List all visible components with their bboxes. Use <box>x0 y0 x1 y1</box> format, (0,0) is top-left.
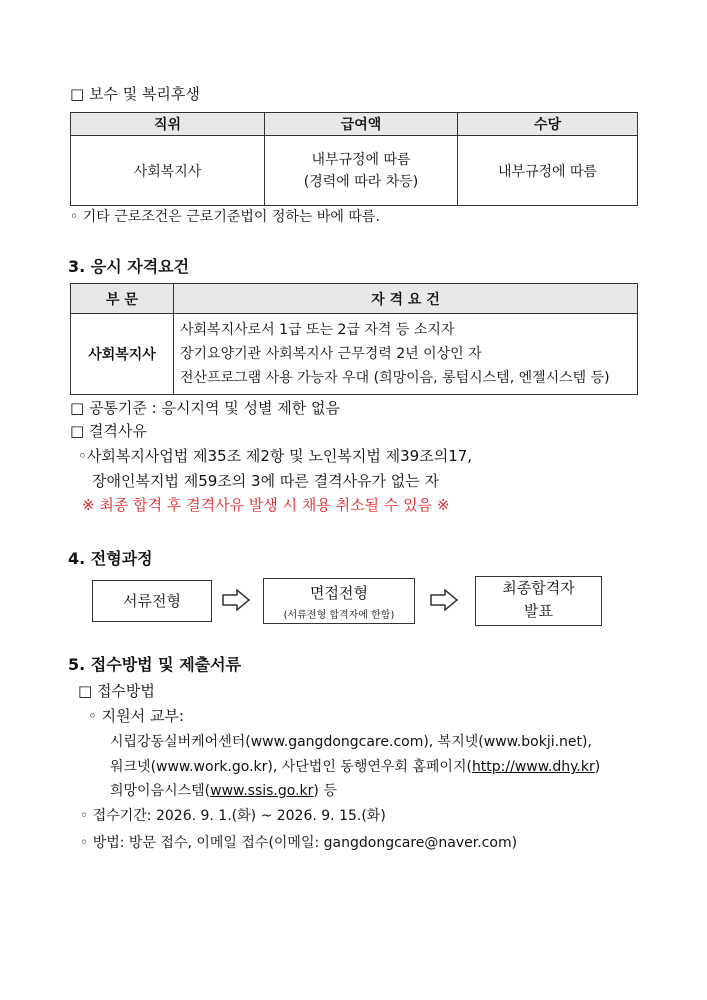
arrow-right-icon <box>222 589 250 611</box>
notice-label: ◦ 지원서 교부: <box>88 707 184 725</box>
ssis-link[interactable]: www.ssis.go.kr <box>210 783 314 799</box>
pay-heading: □ 보수 및 복리후생 <box>70 85 200 103</box>
submission-title: 5. 접수방법 및 제출서류 <box>68 655 242 674</box>
step-document-screening: 서류전형 <box>92 580 212 622</box>
pay-note: ◦ 기타 근로조건은 근로기준법이 정하는 바에 따름. <box>70 209 380 225</box>
step-final-announcement <box>475 576 602 626</box>
salary-line2: (경력에 따라 차등) <box>303 173 419 190</box>
step-final-line2: 발표 <box>524 602 553 620</box>
step-final-line1: 최종합격자 <box>502 579 575 597</box>
pay-header-allowance: 수당 <box>458 113 638 136</box>
requirement-2: 장기요양기관 사회복지사 근무경력 2년 이상인 자 <box>180 346 482 362</box>
qual-division: 사회복지사 <box>71 314 174 395</box>
notice-line2-text: 워크넷(www.work.go.kr), 사단법인 동행연우회 홈페이지( <box>110 759 472 775</box>
arrow-right-icon <box>430 589 458 611</box>
submission-method: ◦ 방법: 방문 접수, 이메일 접수(이메일: gangdongcare@naver.com) <box>80 835 518 851</box>
requirement-1: 사회복지사로서 1급 또는 2급 자격 등 소지자 <box>180 322 455 338</box>
qual-requirements <box>174 314 638 395</box>
notice-line3 <box>110 780 337 800</box>
disqualification-line2: 장애인복지법 제59조의 3에 따른 결격사유가 없는 자 <box>92 472 440 490</box>
notice-line3-end: ) 등 <box>313 783 337 799</box>
notice-line2 <box>110 756 600 776</box>
process-title: 4. 전형과정 <box>68 549 153 568</box>
method-heading: □ 접수방법 <box>78 682 155 700</box>
notice-line1: 시립강동실버케어센터(www.gangdongcare.com), 복지넷(www.bokji.net), <box>110 734 592 750</box>
step-interview <box>263 578 415 624</box>
qual-header-division: 부 문 <box>71 284 174 314</box>
pay-header-position: 직위 <box>71 113 265 136</box>
dhy-link[interactable]: http://www.dhy.kr <box>471 759 595 775</box>
pay-cell-salary <box>265 136 458 206</box>
disqualification-line1: ◦사회복지사업법 제35조 제2항 및 노인복지법 제39조의17, <box>78 447 473 465</box>
submission-period: ◦ 접수기간: 2026. 9. 1.(화) ~ 2026. 9. 15.(화) <box>80 808 386 824</box>
qualification-title: 3. 응시 자격요건 <box>68 257 190 276</box>
pay-cell-position: 사회복지사 <box>71 136 265 206</box>
qualification-table <box>70 283 638 395</box>
salary-line1: 내부규정에 따름 <box>311 151 411 168</box>
step-interview-label: 면접전형 <box>310 584 368 602</box>
requirement-3: 전산프로그램 사용 가능자 우대 (희망이음, 롱텀시스템, 엔젤시스템 등) <box>180 370 610 386</box>
disqualification-warning: ※ 최종 합격 후 결격사유 발생 시 채용 취소될 수 있음 ※ <box>82 496 450 514</box>
pay-table <box>70 112 638 206</box>
notice-line2-end: ) <box>594 759 601 775</box>
disqualification-heading: □ 결격사유 <box>70 422 147 440</box>
qual-header-requirements: 자 격 요 건 <box>174 284 638 314</box>
common-criteria: □ 공통기준 : 응시지역 및 성별 제한 없음 <box>70 399 340 417</box>
pay-cell-allowance: 내부규정에 따름 <box>458 136 638 206</box>
notice-line3-text: 희망이음시스템( <box>110 783 211 799</box>
pay-header-salary: 급여액 <box>265 113 458 136</box>
step-interview-note: (서류전형 합격자에 한함) <box>283 610 395 621</box>
